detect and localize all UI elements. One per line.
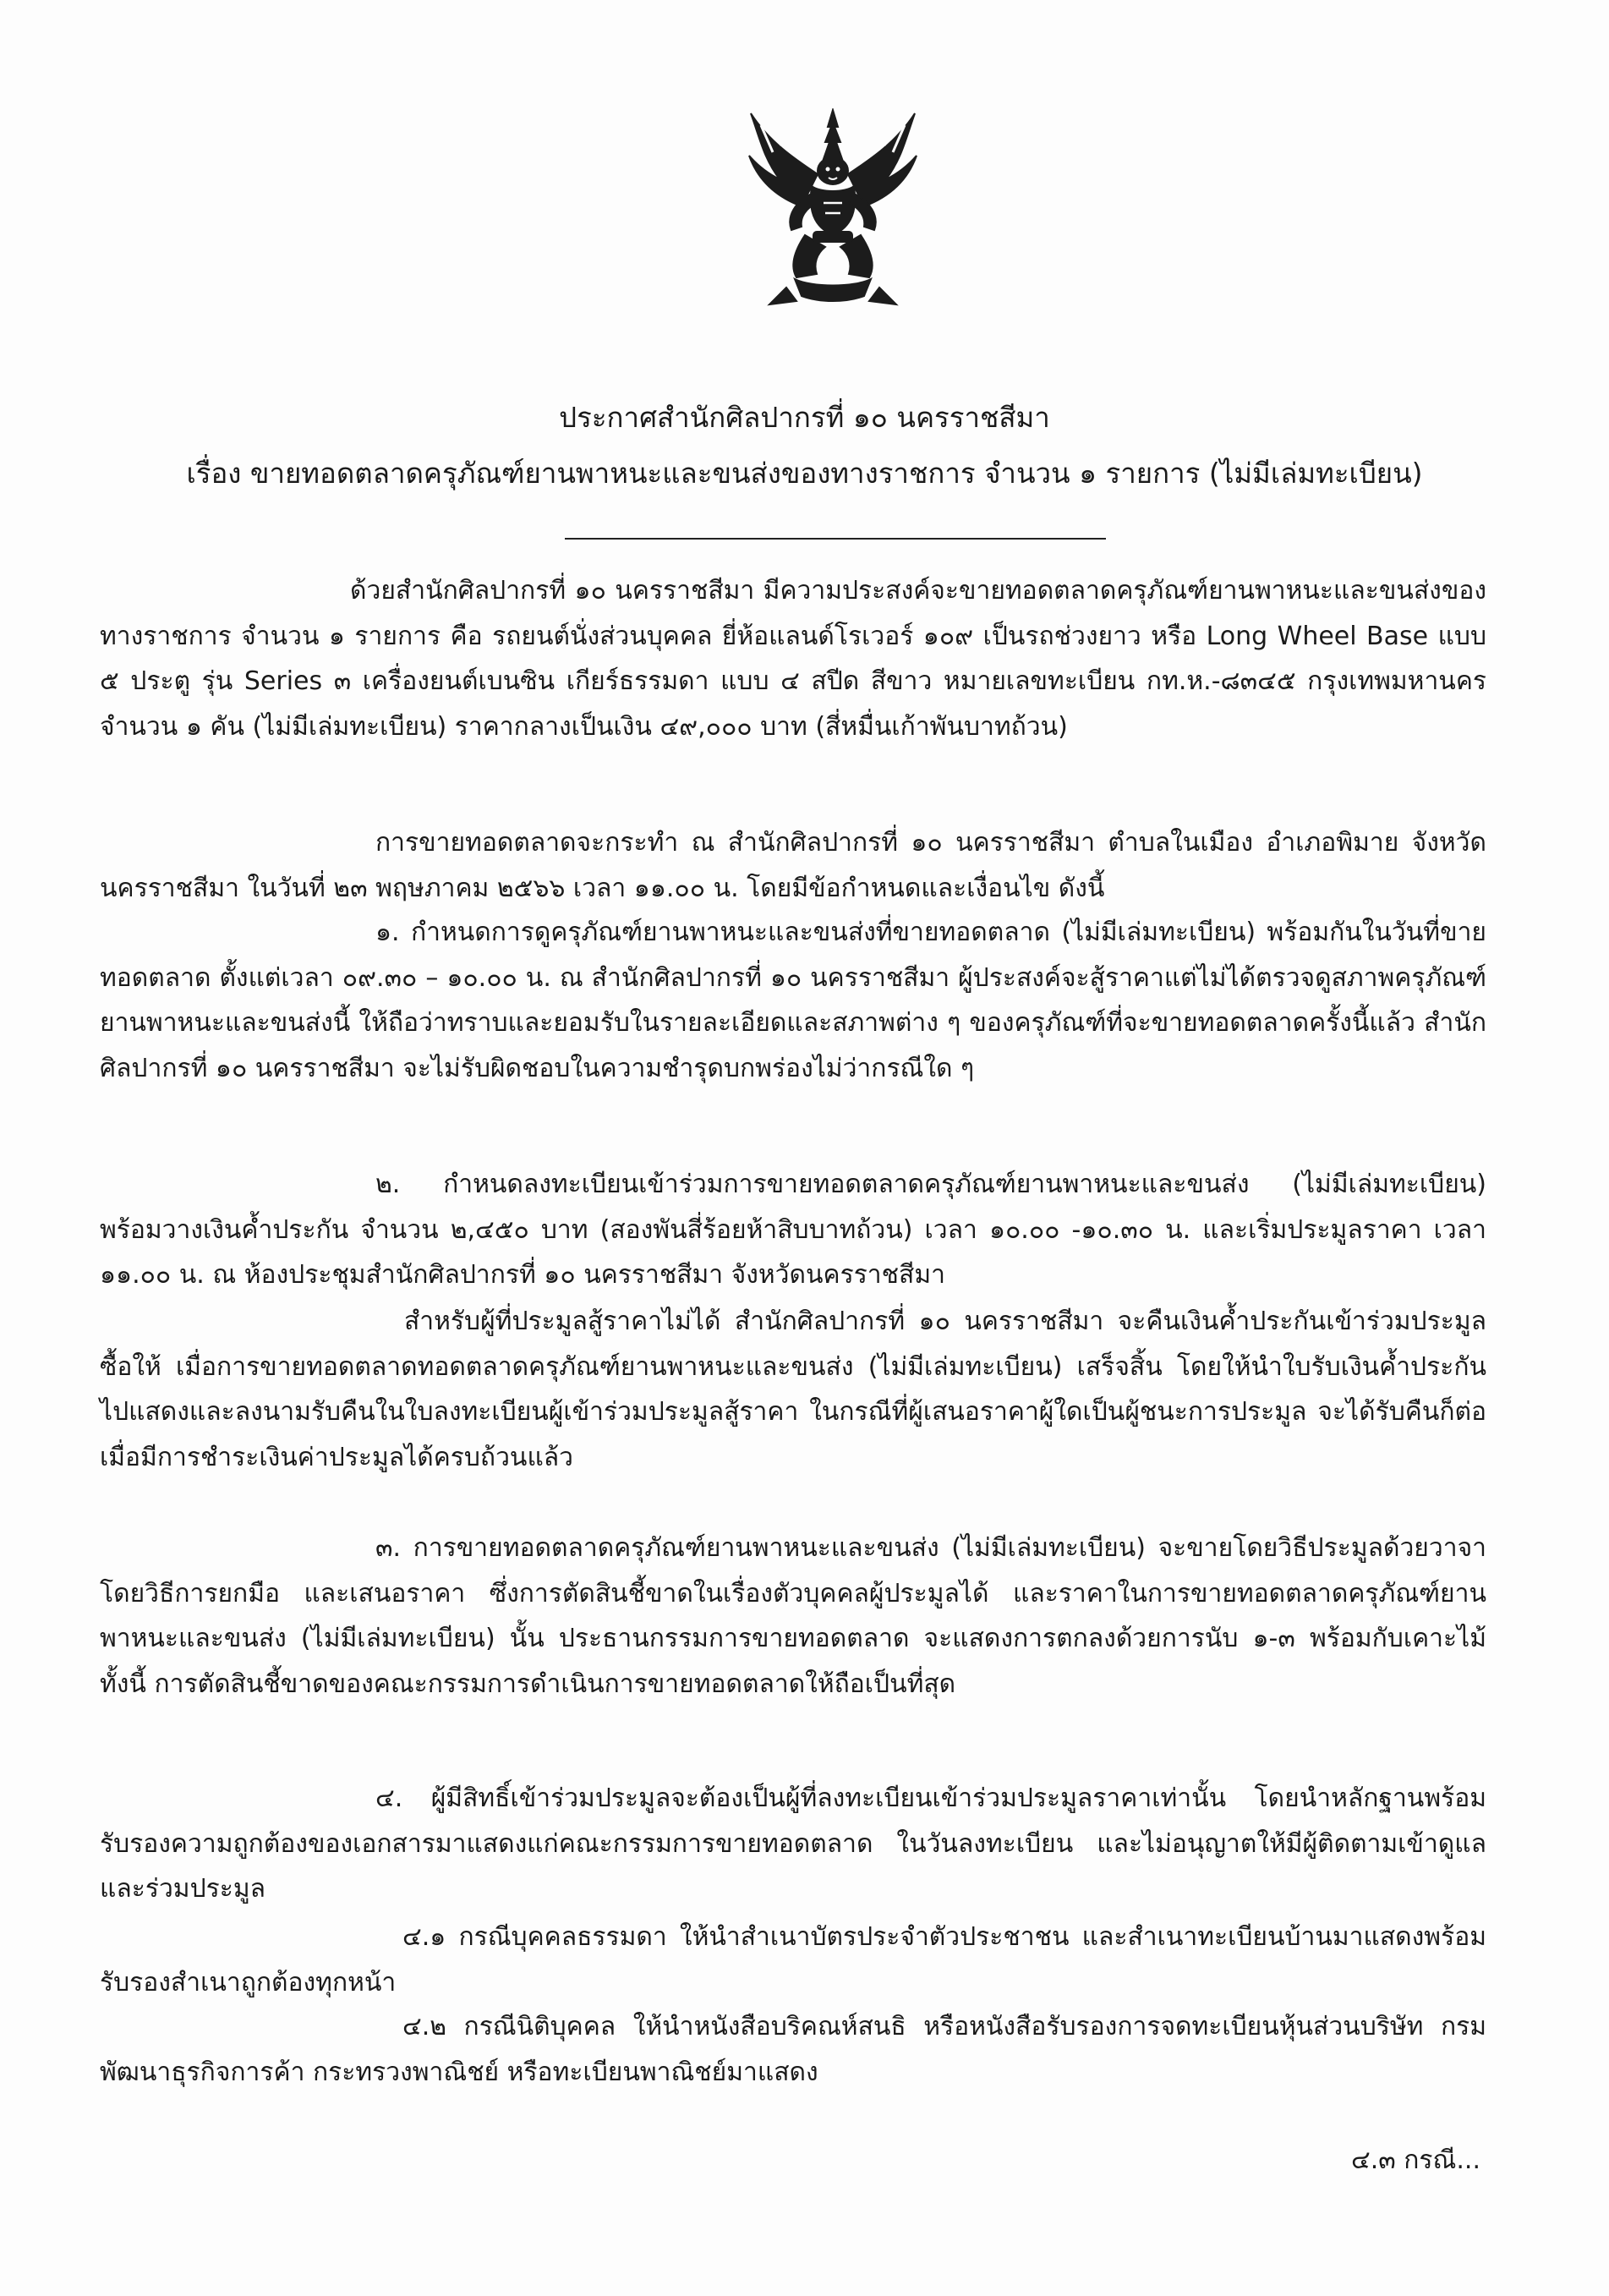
condition-item-3 [100, 1526, 1486, 1707]
continued-marker: ๔.๓ กรณี... [1350, 2145, 1480, 2175]
condition-item-3-text: ๓. การขายทอดตลาดครุภัณฑ์ยานพาหนะและขนส่ง (ไม่มีเล่มทะเบียน) จะขายโดยวิธีประมูลด้วยวาจา โดยวิธีการยกมือ และเสนอราคา ซึ่งการตัดสินชี้ขาดในเรื่องตัวบุคคลผู้ประมูลได้ และราคาในการขายทอดตลาดครุภัณฑ์ยานพาหนะและขนส่ง (ไม่มีเล่มทะเบียน) นั้น ประธานกรรมการขายทอดตลาด จะแสดงการตกลงด้วยการนับ ๑-๓ พร้อมกับเคาะไม้ ทั้งนี้ การตัดสินชี้ขาดของคณะกรรมการดำเนินการขายทอดตลาดให้ถือเป็นที่สุด [100, 1533, 1486, 1699]
condition-item-4-2 [100, 2004, 1486, 2095]
condition-item-1 [100, 910, 1486, 1091]
announcement-subject: เรื่อง ขายทอดตลาดครุภัณฑ์ยานพาหนะและขนส่งของทางราชการ จำนวน ๑ รายการ (ไม่มีเล่มทะเบียน) [186, 457, 1423, 490]
intro-paragraph [100, 568, 1486, 749]
condition-item-4-1 [100, 1915, 1486, 2005]
condition-item-4-text: ๔. ผู้มีสิทธิ์เข้าร่วมประมูลจะต้องเป็นผู้ที่ลงทะเบียนเข้าร่วมประมูลราคาเท่านั้น โดยนำหลักฐานพร้อมรับรองความถูกต้องของเอกสารมาแสดงแก่คณะกรรมการขายทอดตลาด ในวันลงทะเบียน และไม่อนุญาตให้มีผู้ติดตามเข้าดูแล และร่วมประมูล [100, 1784, 1486, 1904]
sale-info-text: การขายทอดตลาดจะกระทำ ณ สำนักศิลปากรที่ ๑๐ นครราชสีมา ตำบลในเมือง อำเภอพิมาย จังหวัดนครราชสีมา ในวันที่ ๒๓ พฤษภาคม ๒๕๖๖ เวลา ๑๑.๐๐ น. โดยมีข้อกำหนดและเงื่อนไข ดังนี้ [100, 828, 1487, 903]
condition-item-4-2-text: ๔.๒ กรณีนิติบุคคล ให้นำหนังสือบริคณห์สนธิ หรือหนังสือรับรองการจดทะเบียนหุ้นส่วนบริษัท กรมพัฒนาธุรกิจการค้า กระทรวงพาณิชย์ หรือทะเบียนพาณิชย์มาแสดง [100, 2012, 1486, 2087]
refund-text: สำหรับผู้ที่ประมูลสู้ราคาไม่ได้ สำนักศิลปากรที่ ๑๐ นครราชสีมา จะคืนเงินค้ำประกันเข้าร่วมประมูลซื้อให้ เมื่อการขายทอดตลาดทอดตลาดครุภัณฑ์ยานพาหนะและขนส่ง (ไม่มีเล่มทะเบียน) เสร็จสิ้น โดยให้นำใบรับเงินค้ำประกันไปแสดงและลงนามรับคืนในใบลงทะเบียนผู้เข้าร่วมประมูลสู้ราคา ในกรณีที่ผู้เสนอราคาผู้ใดเป็นผู้ชนะการประมูล จะได้รับคืนก็ต่อเมื่อมีการชำระเงินค่าประมูลได้ครบถ้วนแล้ว [100, 1307, 1486, 1472]
condition-item-2-text: ๒. กำหนดลงทะเบียนเข้าร่วมการขายทอดตลาดครุภัณฑ์ยานพาหนะและขนส่ง (ไม่มีเล่มทะเบียน) พร้อมวางเงินค้ำประกัน จำนวน ๒,๔๕๐ บาท (สองพันสี่ร้อยห้าสิบบาทถ้วน) เวลา ๑๐.๐๐ -๑๐.๓๐ น. และเริ่มประมูลราคา เวลา ๑๑.๐๐ น. ณ ห้องประชุมสำนักศิลปากรที่ ๑๐ นครราชสีมา จังหวัดนครราชสีมา [100, 1170, 1486, 1290]
condition-item-1-text: ๑. กำหนดการดูครุภัณฑ์ยานพาหนะและขนส่งที่ขายทอดตลาด (ไม่มีเล่มทะเบียน) พร้อมกันในวันที่ขายทอดตลาด ตั้งแต่เวลา ๐๙.๓๐ – ๑๐.๐๐ น. ณ สำนักศิลปากรที่ ๑๐ นครราชสีมา ผู้ประสงค์จะสู้ราคาแต่ไม่ได้ตรวจดูสภาพครุภัณฑ์ยานพาหนะและขนส่งนี้ ให้ถือว่าทราบและยอมรับในรายละเอียดและสภาพต่าง ๆ ของครุภัณฑ์ที่จะขายทอดตลาดครั้งนี้แล้ว สำนักศิลปากรที่ ๑๐ นครราชสีมา จะไม่รับผิดชอบในความชำรุดบกพร่องไม่ว่ากรณีใด ๆ [100, 918, 1486, 1083]
refund-paragraph [100, 1299, 1486, 1480]
garuda-emblem-icon [736, 108, 930, 311]
condition-item-2 [100, 1162, 1486, 1298]
header-divider [565, 538, 1106, 540]
intro-text: ด้วยสำนักศิลปากรที่ ๑๐ นครราชสีมา มีความประสงค์จะขายทอดตลาดครุภัณฑ์ยานพาหนะและขนส่งของทางราชการ จำนวน ๑ รายการ คือ รถยนต์นั่งส่วนบุคคล ยี่ห้อแลนด์โรเวอร์ ๑๐๙ เป็นรถช่วงยาว หรือ Long Wheel Base แบบ ๕ ประตู รุ่น Series ๓ เครื่องยนต์เบนซิน เกียร์ธรรมดา แบบ ๔ สปีด สีขาว หมายเลขทะเบียน กท.ห.-๘๓๔๕ กรุงเทพมหานคร จำนวน ๑ คัน (ไม่มีเล่มทะเบียน) ราคากลางเป็นเงิน ๔๙,๐๐๐ บาท (สี่หมื่นเก้าพันบาทถ้วน) [100, 576, 1486, 742]
condition-item-4-1-text: ๔.๑ กรณีบุคคลธรรมดา ให้นำสำเนาบัตรประจำตัวประชาชน และสำเนาทะเบียนบ้านมาแสดงพร้อมรับรองสำเนาถูกต้องทุกหน้า [100, 1922, 1486, 1997]
condition-item-4 [100, 1776, 1486, 1912]
sale-info-paragraph [100, 820, 1486, 911]
announcement-title: ประกาศสำนักศิลปากรที่ ๑๐ นครราชสีมา [559, 401, 1050, 434]
